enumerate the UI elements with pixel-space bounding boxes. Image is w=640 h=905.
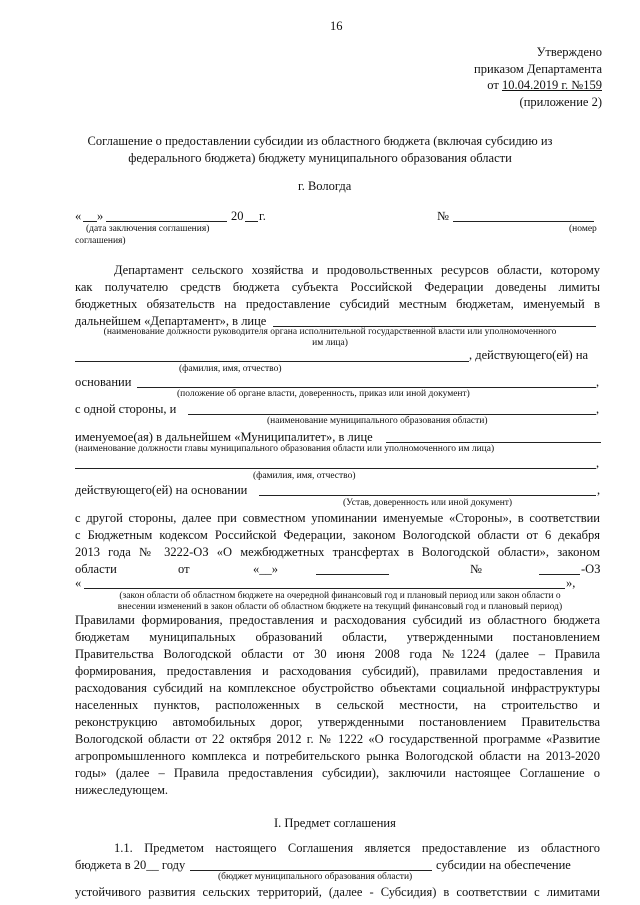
municipality-blank[interactable] (188, 414, 596, 415)
basis-label: основании (75, 375, 132, 389)
para3-line-2: бюджетам муниципальных образований области, утвержденными постановлением (75, 630, 600, 644)
one-side-label: с одной стороны, и (75, 402, 177, 416)
day-blank[interactable] (83, 221, 97, 222)
date-year: 20 (231, 209, 244, 223)
para1-line-1: Департамент сельского хозяйства и продовольственных ресурсов области, которому (114, 263, 600, 277)
para3-line-7: реконструкцию автомобильных дорог, утвержденными постановлением Правительства (75, 715, 600, 729)
date-caption: (дата заключения соглашения) (86, 224, 210, 234)
month-blank[interactable] (106, 221, 227, 222)
document-page: 16 Утверждено приказом Департамента от 10.04.2019 г. №159 (приложение 2) Соглашение о предоставлении субсидии из областного бюджета (включая субсидию из федерального бюджета) бюджету муниципального образования области г. Вологда « » 20 г. № (дата заключения соглашения) (номер соглашения) Департамент сельского хозяйства и продовольственных ресурсов области, которому как получателю средств бюджета субъекта Российской Федерации доведены лимиты бюджетных обязательств на предоставление субсидий местным бюджетам, именуемый в дальнейшем «Департамент», в лице (наименование должности руководителя органа исполнительной государственной власти или уполномоченного им лица) , действующего(ей) на (фамилия, имя, отчество) основании , (положение об органе власти, доверенность, приказ или иной документ) с одной стороны, и , (наименование муниципального образования области) именуемое(ая) в дальнейшем «Муниципалитет», в лице (наименование должности главы муниципального образования области или уполномоченного им лица) , (фамилия, имя, отчество) действующего(ей) на основании , (Устав, доверенность или иной документ) с другой стороны, далее при совместном упоминании именуемые «Стороны», в соответствии с Бюджетным кодексом Российской Федерации, законом Вологодской области от 6 декабря 2013 года № 3222-ОЗ «О межбюджетных трансфертах в Вологодской области», законом области от «__» № -ОЗ « », (закон области об областном бюджете на очередной финансовый год и плановый период или закон области о внесении изменений в закон области об областном бюджете на текущий финансовый год и плановый период) Правилами формирования, предоставления и расходования субсидий из областного бюджета бюджетам муниципальных образований области, утвержденными постановлением Правительства Вологодской области от 30 июня 2008 года №1224 (далее – Правила формирования, предоставления и расходования субсидий), правилами предоставления и расходования субсидий на комплексное обустройство объектами социальной инфраструктуры населенных пунктов, расположенных в сельской местности, на строительство и реконструкцию автомобильных дорог, утвержденными постановлением Правительства Вологодской области от 22 октября 2012 г. № 1222 «О государственной программе «Развитие агропромышленного комплекса и потребительского рынка Вологодской области на 2013-2020 годы» (далее – Правила предоставления субсидии), заключили настоящее Соглашение о нижеследующем. I. Предмет соглашения 1.1. Предметом настоящего Соглашения является предоставление из областного бюджета в 20__ году субсидии на обеспечение (бюджет муниципального образования области) устойчивого развития сельских территорий, (далее - Субсидия) в соответствии с лимитами (0, 0, 640, 905)
title-line-2: федерального бюджета) бюджету муниципального образования области (128, 151, 512, 165)
number-caption-2: соглашения) (75, 236, 126, 246)
section-1-heading: I. Предмет соглашения (274, 816, 396, 830)
caption-basis: (положение об органе власти, доверенность, приказ или иной документ) (177, 389, 470, 399)
caption-fio-2: (фамилия, имя, отчество) (253, 471, 356, 481)
law-word-oblast: области (75, 562, 117, 576)
acting-text: , действующего(ей) на (469, 348, 589, 362)
approval-line-2: приказом Департамента (474, 61, 602, 76)
municipality-label: именуемое(ая) в дальнейшем «Муниципалитет», в лице (75, 430, 373, 444)
charter-blank[interactable] (259, 495, 596, 496)
law-title-close: », (566, 576, 576, 590)
approval-stamp (474, 44, 602, 110)
law-number-sign: № (470, 562, 482, 576)
para3-line-8: Вологодской области от 22 октября 2012 г. № 1222 «О государственной программе «Развитие (75, 732, 600, 746)
law-day: «__» (253, 562, 278, 576)
section-1-1-line-2b: субсидии на обеспечение (436, 858, 571, 872)
law-suffix: -ОЗ (581, 562, 601, 576)
caption-munic-head: (наименование должности главы муниципального образования области или уполномоченного им лица) (75, 444, 495, 454)
basis-blank[interactable] (137, 387, 596, 388)
law-title-blank[interactable] (84, 588, 565, 589)
caption-law-1: (закон области об областном бюджете на очередной финансовый год и плановый период или закон области о (119, 591, 561, 601)
date-quote-open: « (75, 209, 82, 223)
title-line-1: Соглашение о предоставлении субсидии из областного бюджета (включая субсидию из (87, 134, 553, 148)
para3-line-5: расходования субсидий на комплексное обустройство объектами социальной инфраструктуры (75, 681, 600, 695)
agreement-number-blank[interactable] (453, 221, 594, 222)
para3-line-10: годы» (далее – Правила предоставления субсидии), заключили настоящее Соглашение о (75, 766, 600, 780)
law-date-blank[interactable] (316, 574, 389, 575)
para2-line-3: 2013 года № 3222-ОЗ «О межбюджетных трансфертах в Вологодской области», законом (75, 545, 600, 559)
approval-line-3: от 10.04.2019 г. №159 (487, 78, 602, 92)
caption-fio: (фамилия, имя, отчество) (179, 364, 282, 374)
para3-line-3: Правительства Вологодской области от 30 июня 2008 года №1224 (далее – Правила (75, 647, 600, 661)
approval-line-1: Утверждено (536, 45, 602, 59)
city: г. Вологда (298, 179, 352, 193)
para3-line-9: агропромышленного комплекса и потребительского рынка Вологодской области на 2013-2020 (75, 749, 600, 763)
munic-head-blank[interactable] (386, 442, 601, 443)
order-reference: 10.04.2019 г. №159 (501, 78, 602, 92)
date-year-suffix: г. (259, 209, 266, 223)
caption-head-position-1: (наименование должности руководителя органа исполнительной государственной власти или уполномоченного (103, 327, 557, 337)
para2-line-2: с Бюджетным кодексом Российской Федерации, законом Вологодской области от 6 декабря (75, 528, 600, 542)
para3-line-11: нижеследующем. (75, 783, 169, 797)
date-quote-close: » (97, 209, 104, 223)
para3-line-4: формирования, предоставления и расходования субсидий), правилами предоставления и (75, 664, 600, 678)
caption-law-2: внесении изменений в закон области об областном бюджете на текущий финансовый год и плановый период) (117, 602, 563, 612)
para2-line-1: с другой стороны, далее при совместном упоминании именуемые «Стороны», в соответствии (75, 511, 600, 525)
munic-head-fio-blank[interactable] (75, 468, 596, 469)
section-1-1-line-3: устойчивого развития сельских территорий, (далее - Субсидия) в соответствии с лимитами (75, 885, 600, 899)
law-word-ot: от (178, 562, 190, 576)
number-caption: (номер (569, 224, 597, 234)
para1-line-3: бюджетных обязательств на предоставление субсидий местным бюджетам, именуемый в (75, 297, 600, 311)
caption-head-position-2: им лица) (312, 338, 348, 348)
approval-line-4: (приложение 2) (519, 94, 602, 109)
year-blank[interactable] (245, 221, 258, 222)
law-title-open: « (75, 576, 82, 590)
section-1-1-line-2a: бюджета в 20__ году (75, 858, 186, 872)
section-1-1-line-1: 1.1. Предметом настоящего Соглашения является предоставление из областного (114, 841, 600, 855)
para3-line-1: Правилами формирования, предоставления и расходования субсидий из областного бюджета (75, 613, 600, 627)
acting-basis-label: действующего(ей) на основании (75, 483, 248, 497)
page-number: 16 (330, 19, 343, 33)
head-fio-blank[interactable] (75, 361, 469, 362)
para1-line-4: дальнейшем «Департамент», в лице (75, 314, 267, 328)
document-title (0, 133, 640, 167)
caption-charter: (Устав, доверенность или иной документ) (343, 498, 513, 508)
para3-line-6: населенных пунктов, расположенных в сельской местности, на строительство и (75, 698, 600, 712)
caption-budget: (бюджет муниципального образования области) (218, 872, 413, 882)
caption-municipality: (наименование муниципального образования области) (267, 416, 488, 426)
number-sign: № (437, 209, 449, 223)
para1-line-2: как получателю средств бюджета субъекта Российской Федерации доведены лимиты (75, 280, 600, 294)
recipient-budget-blank[interactable] (190, 870, 432, 871)
